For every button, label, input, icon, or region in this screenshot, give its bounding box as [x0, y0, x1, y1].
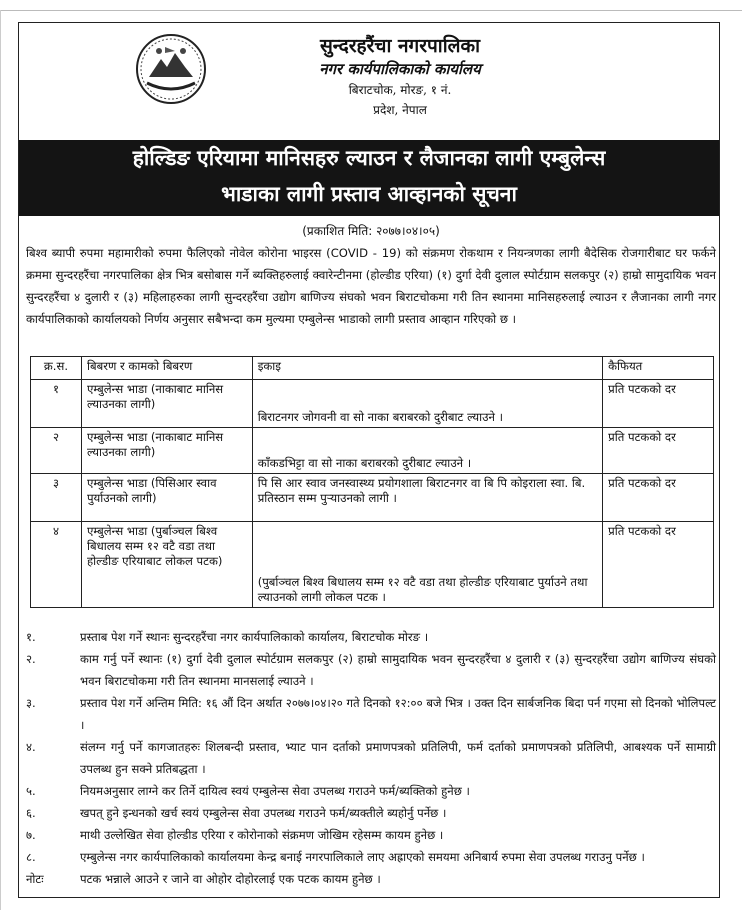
table-row — [31, 428, 714, 474]
address-line-1: बिराटचोक, मोरङ, १ नं. — [348, 83, 452, 97]
office-header — [250, 34, 550, 120]
note-text: प्रस्ताब पेश गर्ने स्थानः सुन्दरहरैंचा नगर कार्यपालिकाको कार्यालय, बिराटचोक मोरङ । — [80, 630, 429, 644]
list-item — [26, 780, 716, 802]
left-rule — [0, 10, 1, 910]
note-number: ८. — [26, 850, 36, 864]
table-header-row — [31, 357, 714, 380]
address-line-2: प्रदेश, नेपाल — [373, 103, 427, 117]
list-item — [26, 626, 716, 648]
office-name: सुन्दरहरैंचा नगरपालिका — [319, 35, 481, 57]
row-sn: १ — [31, 380, 82, 428]
note-number: ७. — [26, 828, 36, 842]
title-line-2: भाडाका लागी प्रस्ताव आव्हानको सूचना — [221, 182, 517, 206]
note-text: खपत् हुने इन्धनको खर्च स्वयं एम्बुलेन्स सेवा उपलब्ध गराउने फर्म/ब्यक्तीले ब्यहोर्नु पर्नेछ । — [80, 806, 447, 820]
col-header-remarks: कैफियत — [603, 357, 714, 380]
list-item — [26, 648, 716, 692]
row-unit: काँकडभिट्टा वा सो नाका बराबरको दुरीबाट ल्याउने । — [252, 428, 602, 474]
list-item — [26, 846, 716, 868]
row-remarks: प्रति पटकको दर — [603, 522, 714, 608]
note-text: नियमअनुसार लाग्ने कर तिर्ने दायित्व स्वयं एम्बुलेन्स सेवा उपलब्ध गराउने फर्म/ब्यक्तिको हुनेछ । — [80, 784, 470, 798]
note-text: पटक भन्नाले आउने र जाने वा ओहोर दोहोरलाई एक पटक कायम हुनेछ । — [80, 872, 381, 886]
note-number: २. — [26, 652, 36, 666]
note-text: माथी उल्लेखित सेवा होल्डीड एरिया र कोरोनाको संक्रमण जोखिम रहेसम्म कायम हुनेछ । — [80, 828, 444, 842]
office-subtitle: नगर कार्यपालिकाको कार्यालय — [319, 60, 481, 78]
note-number: ६. — [26, 806, 36, 820]
list-item — [26, 736, 716, 780]
col-header-unit: इकाइ — [252, 357, 602, 380]
row-unit: पि सि आर स्वाव जनस्वास्थ्य प्रयोगशाला बिराटनगर वा बि पि कोइराला स्वा. बि. प्रतिस्ठान सम्म पुऱ्याउनको लागी । — [252, 474, 602, 522]
top-rule — [0, 10, 742, 11]
row-remarks: प्रति पटकको दर — [603, 428, 714, 474]
row-description: एम्बुलेन्स भाडा (नाकाबाट मानिस ल्याउनका लागी) — [81, 428, 252, 474]
list-item — [26, 802, 716, 824]
table-row — [31, 522, 714, 608]
row-description: एम्बुलेन्स भाडा (पिसिआर स्वाव पुर्याउनको लागी) — [81, 474, 252, 522]
table-row — [31, 380, 714, 428]
list-item — [26, 868, 716, 890]
note-text: संलग्न गर्नु पर्ने कागजातहरुः शिलबन्दी प्रस्ताव, भ्याट पान दर्ताको प्रमाणपत्रको प्रतिलिपी, फर्म दर्ताको प्रमाणपत्रको प्रतिलिपी, आबश्यक पर्ने सामाग्री उपलब्ध हुन सक्ने प्रतिबद्धता । — [80, 740, 716, 776]
table-row — [31, 474, 714, 522]
note-text: एम्बुलेन्स नगर कार्यपालिकाको कार्यालयमा केन्द्र बनाई नगरपालिकाले लाए अह्राएको समयमा अनिबार्य रुपमा सेवा उपलब्ध गराउनु पर्नेछ । — [80, 850, 645, 864]
note-label: नोटः — [26, 872, 44, 886]
note-number: ५. — [26, 784, 36, 798]
ambulance-rate-table — [30, 356, 714, 608]
row-remarks: प्रति पटकको दर — [603, 380, 714, 428]
col-header-description: बिबरण र कामको बिबरण — [81, 357, 252, 380]
conditions-list — [26, 626, 716, 890]
row-description: एम्बुलेन्स भाडा (नाकाबाट मानिस ल्याउनका लागी) — [81, 380, 252, 428]
row-remarks: प्रति पटकको दर — [603, 474, 714, 522]
row-sn: २ — [31, 428, 82, 474]
note-text: प्रस्ताव पेश गर्ने अन्तिम मिति: १६ औं दिन अर्थात २०७७।०४।२० गते दिनको १२:०० बजे भित्र । उक्त दिन सार्बजनिक बिदा पर्न गएमा सो दिनको भोलिपल्ट । — [80, 696, 716, 732]
note-number: ४. — [26, 740, 36, 754]
row-unit: बिराटनगर जोगवनी वा सो नाका बराबरको दुरीबाट ल्याउने । — [252, 380, 602, 428]
title-line-1: होल्डिङ एरियामा मानिसहरु ल्याउन र लैजानका लागी एम्बुलेन्स — [132, 146, 606, 170]
note-number: ३. — [26, 696, 36, 710]
published-date: (प्रकाशित मिति: २०७७।०४।०५) — [302, 224, 440, 238]
note-text: काम गर्नु पर्ने स्थानः (१) दुर्गा देवी दुलाल स्पोर्टग्राम सलकपुर (२) हाम्रो सामुदायिक भवन सुन्दरहरैंचा ४ दुलारी र (३) सुन्दरहरैंचा उद्योग बाणिज्य संघको भवन बिराटचोकमा गरी तिन स्थानमा मानसलाई ल्याउने । — [80, 652, 716, 688]
notice-title-band — [19, 140, 719, 216]
row-sn: ३ — [31, 474, 82, 522]
list-item — [26, 692, 716, 736]
intro-paragraph: बिश्व ब्यापी रुपमा महामारीको रुपमा फैलिएको नोवेल कोरोना भाइरस (COVID - 19) को संक्रमण रोकथाम र नियन्त्रणका लागी बैदेसिक रोजगारीबाट घर फर्कने क्रममा सुन्दरहरैंचा नगरपालिका क्षेत्र भित्र बसोबास गर्ने ब्यक्तिहरुलाई क्वारेन्टीनमा (होल्डीड एरिया) (१) दुर्गा देवी दुलाल स्पोर्टग्राम सलकपुर (२) हाम्रो सामुदायिक भवन सुन्दरहरैंचा ४ दुलारी र (३) महिलाहरुका लागी सुन्दरहरैंचा उद्योग बाणिज्य संघको भवन बिराटचोकमा गरी तिन स्थानमा मानिसहरुलाई ल्याउन र लैजानका लागी नगर कार्यपालिकाको कार्यालयको निर्णय अनुसार सबैभन्दा कम मुल्यमा एम्बुलेन्स भाडाको लागी प्रस्ताव आव्हान गरिएको छ । — [26, 246, 717, 326]
row-sn: ४ — [31, 522, 82, 608]
row-description: एम्बुलेन्स भाडा (पुर्बाञ्चल बिश्व बिधालय सम्म १२ वटै वडा तथा होल्डीङ एरियाबाट लोकल पटक) — [81, 522, 252, 608]
note-number: १. — [26, 630, 36, 644]
row-unit: (पुर्बाञ्चल बिश्व बिधालय सम्म १२ वटै वडा तथा होल्डीङ एरियाबाट पुर्याउने तथा ल्याउनको लागी लोकल पटक । — [252, 522, 602, 608]
nepal-emblem-icon — [135, 33, 207, 105]
list-item — [26, 824, 716, 846]
col-header-sn: क्र.स. — [31, 357, 82, 380]
